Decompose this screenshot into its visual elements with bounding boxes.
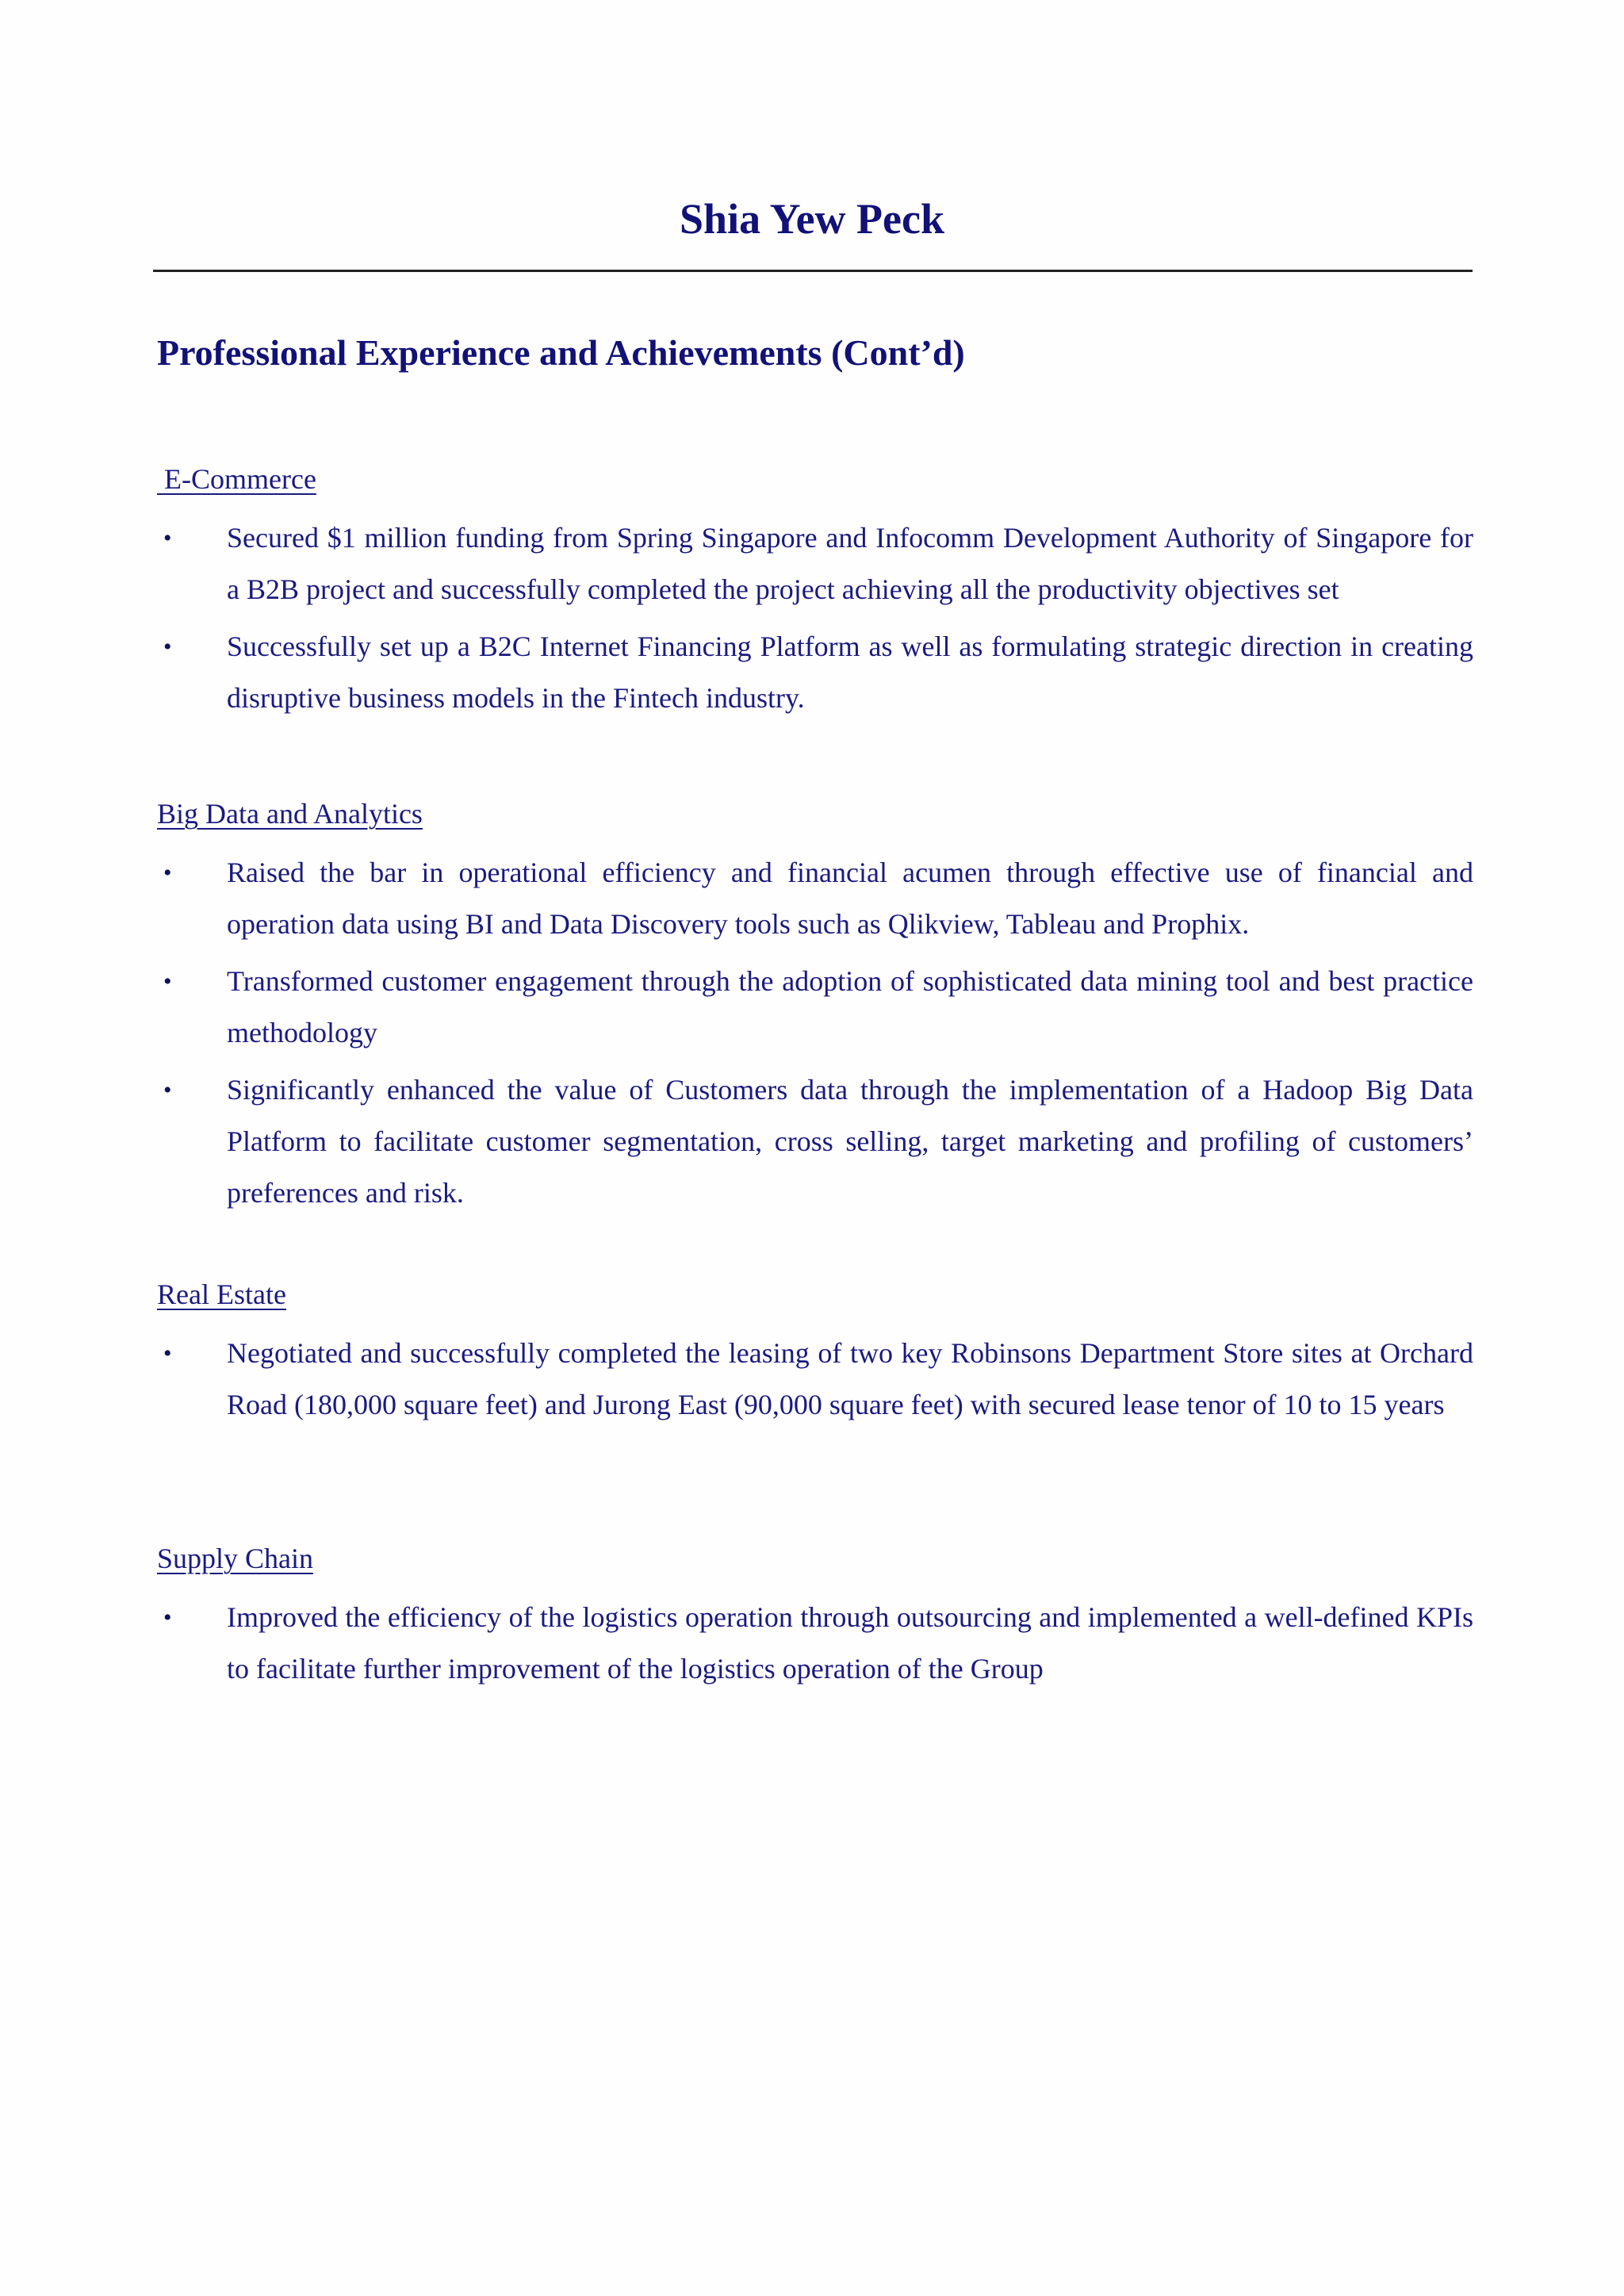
bullet-item: [157, 1592, 1473, 1695]
subsection-heading: Real Estate: [157, 1278, 286, 1310]
bullet-text: Significantly enhanced the value of Customers data through the implementation of a Hadoop Big Data Platform to facilitate customer segmentation, cross selling, target marketing and profiling of customers’ preferences and risk.: [227, 1074, 1473, 1209]
bullet-item: [157, 512, 1473, 615]
header-divider: [153, 270, 1473, 272]
bullet-item: [157, 956, 1473, 1059]
bullet-icon: •: [163, 968, 172, 995]
subsection-real-estate: [157, 1272, 1473, 1436]
subsection-heading: Supply Chain: [157, 1543, 314, 1574]
bullet-text: Negotiated and successfully completed the leasing of two key Robinsons Department Store sites at Orchard Road (180,000 square feet) and Jurong East (90,000 square feet) with secured lease tenor of 10 to 15 years: [227, 1337, 1473, 1420]
bullet-icon: •: [163, 1604, 172, 1631]
bullet-list: [157, 1328, 1473, 1431]
bullet-list: [157, 847, 1473, 1219]
bullet-text: Improved the efficiency of the logistics operation through outsourcing and implemented a well-defined KPIs to facilitate further improvement of the logistics operation of the Group: [227, 1601, 1473, 1685]
subsection-supply-chain: [157, 1536, 1473, 1700]
section-title: Professional Experience and Achievements (Cont’d): [157, 332, 965, 373]
subsection-big-data: [157, 792, 1473, 1225]
bullet-icon: •: [163, 525, 172, 551]
subsection-heading: Big Data and Analytics: [157, 798, 423, 830]
bullet-text: Transformed customer engagement through the adoption of sophisticated data mining tool and best practice methodology: [227, 965, 1473, 1048]
bullet-icon: •: [163, 860, 172, 886]
person-name-title: Shia Yew Peck: [680, 195, 944, 243]
bullet-item: [157, 1064, 1473, 1219]
bullet-text: Raised the bar in operational efficiency and financial acumen through effective use of financial and operation data using BI and Data Discovery tools such as Qlikview, Tableau and Prophix.: [227, 857, 1473, 940]
bullet-icon: •: [163, 1077, 172, 1103]
bullet-list: [157, 1592, 1473, 1695]
subsection-heading: E-Commerce: [157, 463, 316, 495]
subsection-ecommerce: [157, 457, 1473, 730]
bullet-text: Successfully set up a B2C Internet Financing Platform as well as formulating strategic direction in creating disruptive business models in the Fintech industry.: [227, 631, 1473, 714]
bullet-icon: •: [163, 1340, 172, 1366]
bullet-item: [157, 621, 1473, 724]
bullet-icon: •: [163, 634, 172, 660]
bullet-text: Secured $1 million funding from Spring Singapore and Infocomm Development Authority of Singapore for a B2B project and successfully completed the project achieving all the productivity objectives set: [227, 522, 1473, 605]
bullet-item: [157, 847, 1473, 950]
bullet-list: [157, 512, 1473, 724]
bullet-item: [157, 1328, 1473, 1431]
